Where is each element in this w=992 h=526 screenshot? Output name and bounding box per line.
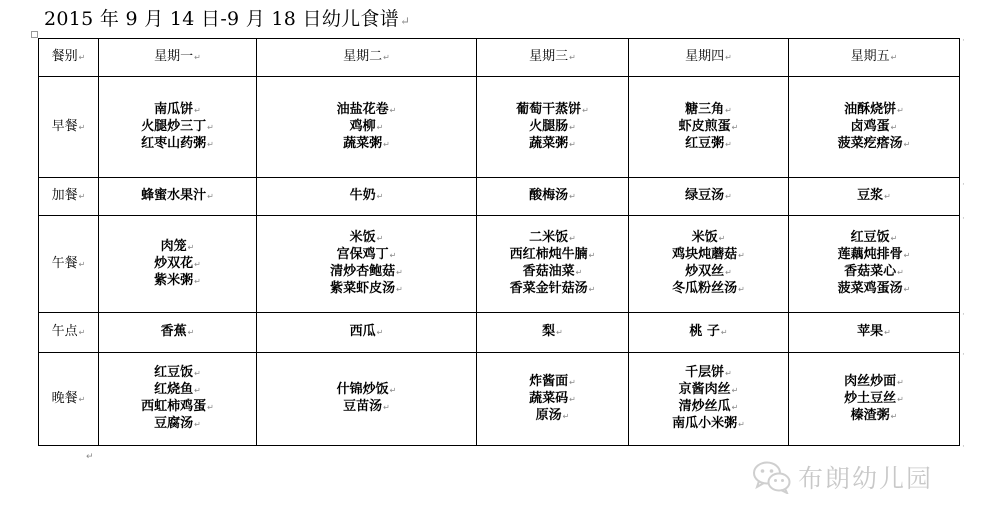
dish-line: 蜂蜜水果汁↵	[141, 188, 214, 203]
meal-label: 早餐	[51, 118, 78, 134]
dish-line: 菠菜鸡蛋汤↵	[837, 281, 911, 296]
menu-cell	[629, 216, 789, 313]
dish-name: 清炒丝瓜	[678, 399, 731, 414]
wechat-icon	[752, 460, 792, 494]
dish-name: 西红柿炖牛腩	[509, 247, 588, 262]
dish-line: 红豆饭↵	[850, 230, 898, 245]
dish-line: 火腿肠↵	[529, 118, 576, 134]
menu-cell	[99, 353, 257, 446]
menu-cell	[257, 178, 477, 216]
menu-table	[38, 38, 960, 446]
dish-name: 南瓜小米粥	[672, 416, 738, 431]
menu-cell	[789, 216, 960, 313]
dish-line: 蔬菜粥↵	[529, 135, 576, 151]
dish-line: 米饭↵	[691, 230, 726, 245]
day-header: 星期五	[850, 49, 890, 64]
dish-line: 西红柿炖牛腩↵	[509, 247, 596, 262]
dish-line: 炒双花↵	[154, 255, 201, 271]
dish-line: 蔬菜码↵	[529, 390, 576, 406]
dish-line: 莲藕炖排骨↵	[837, 247, 911, 262]
dish-line: 豆腐汤↵	[154, 416, 201, 431]
dish-line: 炒双丝↵	[685, 264, 732, 279]
dish-line: 桃 子↵	[689, 324, 728, 339]
dish-line: 绿豆汤↵	[685, 188, 732, 203]
dish-line: 原汤↵	[535, 407, 570, 423]
meal-label-cell: 午点↵	[39, 313, 99, 353]
dish-line: 油酥烧饼↵	[844, 101, 904, 117]
dish-name: 香菜金针菇汤	[509, 281, 588, 296]
dish-line: 红枣山药粥↵	[141, 135, 214, 151]
menu-cell	[477, 77, 629, 178]
dish-name: 炒土豆丝	[844, 390, 897, 406]
dish-name: 菠菜疙瘩汤	[837, 135, 903, 151]
menu-cell	[99, 313, 257, 353]
dish-name: 南瓜饼	[154, 101, 194, 117]
dish-name: 红豆饭	[154, 365, 194, 380]
dish-name: 油酥烧饼	[844, 101, 897, 117]
dish-name: 米饭	[691, 230, 718, 245]
dish-name: 红豆粥	[685, 135, 725, 151]
menu-cell	[257, 216, 477, 313]
meal-row	[39, 353, 960, 446]
dish-name: 西虹柿鸡蛋	[141, 399, 207, 414]
dish-name: 蔬菜粥	[343, 135, 383, 151]
dish-line: 酸梅汤↵	[529, 188, 576, 203]
paragraph-mark: ↵	[86, 452, 94, 462]
dish-name: 肉丝炒面	[844, 373, 897, 389]
menu-cell	[257, 353, 477, 446]
menu-cell	[629, 77, 789, 178]
dish-line: 鸡柳↵	[349, 118, 384, 134]
dish-line: 米饭↵	[349, 230, 384, 245]
dish-name: 红烧鱼	[154, 382, 194, 397]
dish-line: 清炒杏鲍菇↵	[330, 264, 403, 279]
meal-label: 加餐	[51, 188, 78, 203]
dish-line: 宫保鸡丁↵	[336, 247, 397, 262]
dish-name: 豆浆	[857, 188, 884, 203]
dish-line: 肉笼↵	[160, 238, 195, 254]
dish-line: 红豆饭↵	[154, 365, 201, 380]
menu-cell	[629, 353, 789, 446]
meal-row	[39, 77, 960, 178]
dish-name: 香蕉	[160, 324, 187, 339]
dish-name: 鸡柳	[349, 118, 376, 134]
header-row	[39, 39, 960, 77]
day-header-cell: 星期四↵	[629, 39, 789, 77]
menu-cell	[99, 178, 257, 216]
dish-line: 豆浆↵	[857, 188, 891, 203]
dish-name: 油盐花卷	[336, 101, 389, 117]
dish-line: 清炒丝瓜↵	[678, 399, 739, 414]
dish-name: 原汤	[535, 407, 562, 423]
menu-cell	[629, 313, 789, 353]
dish-name: 香菇油菜	[522, 264, 575, 279]
dish-name: 炒双丝	[685, 264, 725, 279]
dish-name: 米饭	[349, 230, 376, 245]
meal-label-cell: 晚餐↵	[39, 353, 99, 446]
dish-line: 火腿炒三丁↵	[141, 118, 214, 134]
dish-name: 蔬菜码	[529, 390, 569, 406]
day-header: 星期四	[685, 49, 725, 64]
dish-line: 香菜金针菇汤↵	[509, 281, 596, 296]
dish-line: 葡萄干蒸饼↵	[516, 101, 589, 117]
menu-cell	[99, 77, 257, 178]
dish-line: 蔬菜粥↵	[343, 135, 390, 151]
day-header: 星期一	[154, 49, 194, 64]
dish-line: 西瓜↵	[349, 324, 384, 339]
dish-name: 葡萄干蒸饼	[516, 101, 582, 117]
dish-name: 清炒杏鲍菇	[330, 264, 396, 279]
dish-name: 酸梅汤	[529, 188, 569, 203]
meal-row	[39, 313, 960, 353]
dish-line: 牛奶↵	[349, 188, 384, 203]
dish-line: 鸡块炖蘑菇↵	[672, 247, 745, 262]
dish-name: 炒双花	[154, 255, 194, 271]
dish-line: 二米饭↵	[529, 230, 576, 245]
menu-cell	[477, 313, 629, 353]
dish-name: 红豆饭	[850, 230, 890, 245]
dish-name: 绿豆汤	[685, 188, 725, 203]
dish-line: 紫菜虾皮汤↵	[330, 281, 403, 296]
dish-line: 苹果↵	[857, 324, 891, 339]
dish-line: 红豆粥↵	[685, 135, 732, 151]
dish-line: 菠菜疙瘩汤↵	[837, 135, 911, 151]
dish-name: 京酱肉丝	[678, 382, 731, 397]
meal-label: 午点	[51, 324, 78, 339]
dish-name: 冬瓜粉丝汤	[672, 281, 738, 296]
dish-name: 梨	[542, 324, 556, 339]
menu-cell	[629, 178, 789, 216]
dish-line: 虾皮煎蛋↵	[678, 118, 739, 134]
dish-name: 紫菜虾皮汤	[330, 281, 396, 296]
dish-name: 莲藕炖排骨	[837, 247, 903, 262]
day-header-cell: 星期一↵	[99, 39, 257, 77]
dish-name: 蔬菜粥	[529, 135, 569, 151]
meal-label: 午餐	[51, 255, 78, 271]
dish-line: 糖三角↵	[685, 101, 732, 117]
menu-cell	[257, 77, 477, 178]
dish-line: 南瓜饼↵	[154, 101, 201, 117]
day-header-cell: 星期五↵	[789, 39, 960, 77]
menu-cell	[789, 353, 960, 446]
day-header: 星期二	[343, 49, 383, 64]
menu-cell	[789, 77, 960, 178]
dish-line: 梨↵	[542, 324, 563, 339]
dish-name: 菠菜鸡蛋汤	[837, 281, 903, 296]
dish-name: 豆苗汤	[343, 399, 383, 414]
menu-cell	[257, 313, 477, 353]
menu-cell	[789, 313, 960, 353]
table-move-handle-icon[interactable]	[31, 31, 38, 38]
dish-name: 豆腐汤	[154, 416, 194, 431]
dish-name: 千层饼	[685, 365, 725, 380]
dish-line: 豆苗汤↵	[343, 399, 390, 414]
dish-name: 西瓜	[349, 324, 376, 339]
watermark-text: 布朗幼儿园	[798, 464, 934, 493]
meal-row	[39, 178, 960, 216]
dish-name: 红枣山药粥	[141, 135, 207, 151]
dish-line: 香菇油菜↵	[522, 264, 583, 279]
menu-cell	[477, 216, 629, 313]
day-header-cell: 星期三↵	[477, 39, 629, 77]
dish-name: 炸酱面	[529, 373, 569, 389]
dish-name: 虾皮煎蛋	[678, 118, 731, 134]
dish-line: 卤鸡蛋↵	[850, 118, 898, 134]
dish-line: 炒土豆丝↵	[844, 390, 904, 406]
dish-line: 京酱肉丝↵	[678, 382, 739, 397]
meal-row	[39, 216, 960, 313]
dish-line: 千层饼↵	[685, 365, 732, 380]
menu-cell	[477, 353, 629, 446]
dish-line: 香菇菜心↵	[844, 264, 904, 279]
dish-name: 蜂蜜水果汁	[141, 188, 207, 203]
dish-name: 火腿炒三丁	[141, 118, 207, 134]
dish-name: 牛奶	[349, 188, 376, 203]
dish-line: 冬瓜粉丝汤↵	[672, 281, 745, 296]
menu-cell	[477, 178, 629, 216]
day-header: 星期三	[529, 49, 569, 64]
dish-name: 卤鸡蛋	[850, 118, 890, 134]
dish-name: 鸡块炖蘑菇	[672, 247, 738, 262]
dish-name: 火腿肠	[529, 118, 569, 134]
dish-name: 紫米粥	[154, 272, 194, 288]
dish-name: 宫保鸡丁	[336, 247, 389, 262]
page-title: 2015 年 9 月 14 日-9 月 18 日幼儿食谱↵	[44, 8, 411, 30]
dish-line: 油盐花卷↵	[336, 101, 397, 117]
menu-cell	[99, 216, 257, 313]
meal-label-cell: 加餐↵	[39, 178, 99, 216]
meal-label-cell: 早餐↵	[39, 77, 99, 178]
dish-line: 西虹柿鸡蛋↵	[141, 399, 214, 414]
dish-line: 肉丝炒面↵	[844, 373, 904, 389]
dish-name: 香菇菜心	[844, 264, 897, 279]
header-label: 餐别	[51, 49, 78, 64]
dish-name: 肉笼	[160, 238, 187, 254]
dish-name: 苹果	[857, 324, 884, 339]
dish-name: 什锦炒饭	[336, 382, 389, 397]
dish-name: 桃 子	[689, 324, 720, 339]
meal-label-cell: 午餐↵	[39, 216, 99, 313]
dish-name: 糖三角	[685, 101, 725, 117]
dish-line: 紫米粥↵	[154, 272, 201, 288]
header-label-cell: 餐别↵	[39, 39, 99, 77]
dish-line: 南瓜小米粥↵	[672, 416, 745, 431]
menu-cell	[789, 178, 960, 216]
watermark	[752, 459, 933, 495]
dish-line: 香蕉↵	[160, 324, 195, 339]
dish-name: 榛渣粥	[850, 407, 890, 423]
dish-line: 炸酱面↵	[529, 373, 576, 389]
dish-name: 二米饭	[529, 230, 569, 245]
day-header-cell: 星期二↵	[257, 39, 477, 77]
meal-label: 晚餐	[51, 390, 78, 406]
dish-line: 什锦炒饭↵	[336, 382, 397, 397]
dish-line: 红烧鱼↵	[154, 382, 201, 397]
dish-line: 榛渣粥↵	[850, 407, 898, 423]
